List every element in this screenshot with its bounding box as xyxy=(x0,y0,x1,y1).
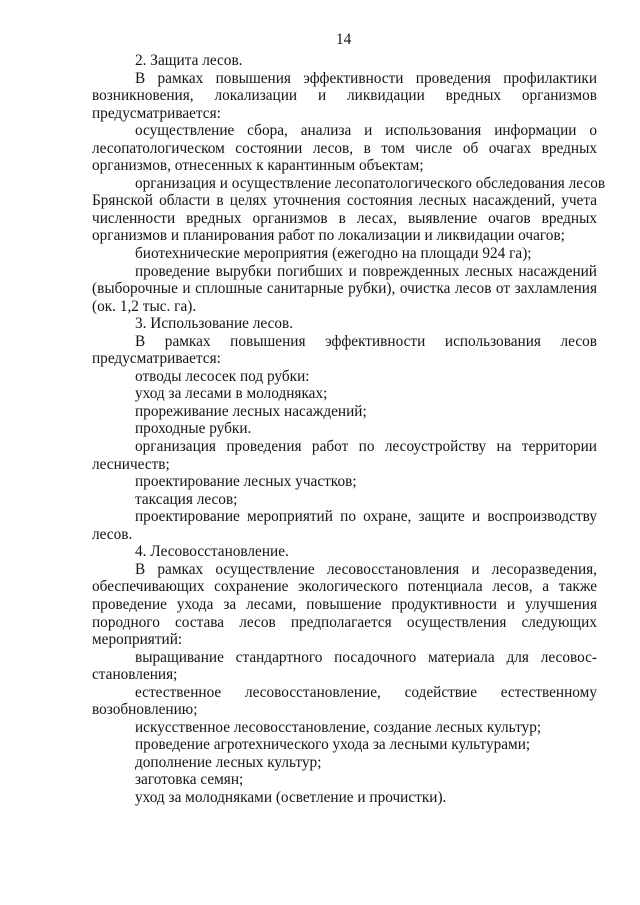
paragraph xyxy=(92,719,597,737)
paragraph xyxy=(92,438,597,473)
paragraph xyxy=(92,649,597,684)
text-line: (выборочные и сплошные санитарные рубки), очистка лесов от захламления xyxy=(92,280,597,298)
text-line: осуществление сбора, анализа и использования информации о xyxy=(135,122,597,140)
text-line: проектирование лесных участков; xyxy=(135,473,357,491)
text-line: возобновлению; xyxy=(92,701,198,719)
text-line: лесничеств; xyxy=(92,455,170,473)
text-line: организмов, отнесенных к карантинным объектам; xyxy=(92,157,424,175)
text-line: породного состава лесов предполагается осуществления следующих xyxy=(92,613,597,631)
text-line: возникновения, локализации и ликвидации вредных организмов xyxy=(92,87,597,105)
text-line: искусственное лесовосстановление, создание лесных культур; xyxy=(135,718,542,736)
text-line: предусматривается: xyxy=(92,104,221,122)
text-line: (ок. 1,2 тыс. га). xyxy=(92,297,197,315)
paragraph xyxy=(92,789,597,807)
text-line: обеспечивающих сохранение экологического потенциала лесов, а также xyxy=(92,578,597,596)
paragraph xyxy=(92,263,597,316)
text-line: лесов. xyxy=(92,525,133,543)
text-line: проведение вырубки погибших и поврежденных лесных насаждений xyxy=(135,262,597,280)
paragraph xyxy=(92,333,597,368)
paragraph xyxy=(92,771,597,789)
text-line: организмов и планирования работ по локализации и ликвидации очагов; xyxy=(92,227,565,245)
text-line: проведение ухода за лесами, повышение продуктивности и улучшения xyxy=(92,595,597,613)
text-line: численности вредных организмов в лесах, выявление очагов вредных xyxy=(92,209,597,227)
text-line: становления; xyxy=(92,666,178,684)
paragraph xyxy=(92,420,597,438)
paragraph xyxy=(92,385,597,403)
paragraph xyxy=(92,754,597,772)
text-line: проектирование мероприятий по охране, защите и воспроизводству xyxy=(135,508,597,526)
page-number: 14 xyxy=(336,31,352,48)
section-reforestation xyxy=(92,543,597,806)
text-line: биотехнические мероприятия (ежегодно на площади 924 га); xyxy=(135,245,532,263)
paragraph xyxy=(92,508,597,543)
section-forest-use xyxy=(92,315,597,543)
text-line: В рамках повышения эффективности проведения профилактики xyxy=(135,69,597,87)
text-line: В рамках повышения эффективности использования лесов xyxy=(135,332,597,350)
paragraph xyxy=(92,368,597,386)
paragraph xyxy=(92,403,597,421)
text-line: Брянской области в целях уточнения состояния лесных насаждений, учета xyxy=(92,192,597,210)
text-line: уход за лесами в молодняках; xyxy=(135,385,328,403)
paragraph xyxy=(92,684,597,719)
section-heading: 4. Лесовосстановление. xyxy=(135,543,289,561)
text-line: отводы лесосек под рубки: xyxy=(135,367,310,385)
text-line: уход за молодняками (осветление и прочистки). xyxy=(135,788,447,806)
paragraph xyxy=(92,473,597,491)
text-line: выращивание стандартного посадочного материала для лесовос- xyxy=(135,648,597,666)
text-line: дополнение лесных культур; xyxy=(135,753,322,771)
text-line: проходные рубки. xyxy=(135,420,252,438)
text-line: проведение агротехнического ухода за лесными культурами; xyxy=(135,736,531,754)
document-body xyxy=(92,52,606,807)
text-line: таксация лесов; xyxy=(135,490,238,508)
text-line: лесопатологическом состоянии лесов, в том числе об очагах вредных xyxy=(92,139,597,157)
text-line: заготовка семян; xyxy=(135,771,244,789)
text-line: организация и осуществление лесопатологического обследования лесов xyxy=(135,174,606,192)
text-line: естественное лесовосстановление, содействие естественному xyxy=(135,683,597,701)
section-heading: 2. Защита лесов. xyxy=(135,52,243,69)
paragraph xyxy=(92,736,597,754)
paragraph xyxy=(92,245,597,263)
paragraph xyxy=(92,491,597,509)
text-line: организация проведения работ по лесоустройству на территории xyxy=(135,438,597,456)
paragraph xyxy=(92,174,606,245)
text-line: мероприятий: xyxy=(92,631,183,649)
text-line: В рамках осуществление лесовосстановления и лесоразведения, xyxy=(135,560,597,578)
section-heading: 3. Использование лесов. xyxy=(135,315,294,333)
text-line: предусматривается: xyxy=(92,350,221,368)
section-protection xyxy=(92,52,606,315)
paragraph xyxy=(92,122,597,175)
paragraph xyxy=(92,70,597,123)
paragraph xyxy=(92,561,597,649)
text-line: прореживание лесных насаждений; xyxy=(135,402,367,420)
